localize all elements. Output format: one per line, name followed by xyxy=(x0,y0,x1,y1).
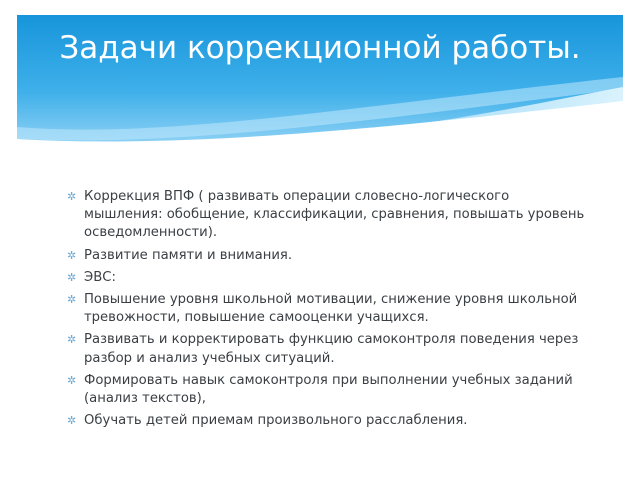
bullet-text: Развивать и корректировать функцию самоконтроля поведения через разбор и анализ учебных ситуаций. xyxy=(84,332,579,366)
content-area xyxy=(67,188,587,434)
star-bullet-icon: ✲ xyxy=(67,270,77,284)
star-bullet-icon: ✲ xyxy=(67,373,77,387)
bullet-text: Повышение уровня школьной мотивации, снижение уровня школьной тревожности, повышение самооценки учащихся. xyxy=(84,292,578,326)
bullet-item xyxy=(67,188,587,243)
bullet-text: Коррекция ВПФ ( развивать операции словесно-логического мышления: обобщение, классификации, сравнения, повышать уровень осведомленности). xyxy=(84,189,585,241)
bullet-item xyxy=(67,412,587,430)
star-bullet-icon: ✲ xyxy=(67,333,77,347)
title-banner xyxy=(17,15,623,155)
star-bullet-icon: ✲ xyxy=(67,190,77,203)
bullet-text: Развитие памяти и внимания. xyxy=(84,247,293,263)
bullet-item xyxy=(67,269,587,287)
bullet-text: Обучать детей приемам произвольного расслабления. xyxy=(84,413,468,429)
bullet-item xyxy=(67,291,587,327)
bullet-item xyxy=(67,372,587,408)
bullet-item xyxy=(67,247,587,265)
page-title: Задачи коррекционной работы. xyxy=(59,30,581,66)
bullet-text: Формировать навык самоконтроля при выполнении учебных заданий (анализ текстов), xyxy=(84,372,573,407)
star-bullet-icon: ✲ xyxy=(67,414,77,428)
star-bullet-icon: ✲ xyxy=(67,293,77,307)
star-bullet-icon: ✲ xyxy=(67,248,77,262)
bullet-item xyxy=(67,331,587,367)
bullet-text: ЭВС: xyxy=(84,269,116,285)
bullet-list xyxy=(67,188,587,430)
